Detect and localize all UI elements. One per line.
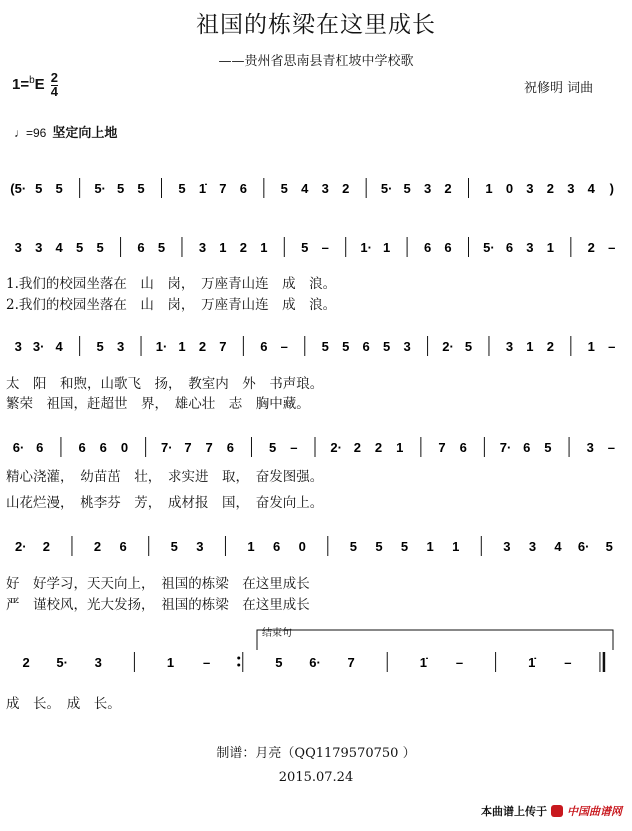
note: 5: [116, 181, 125, 196]
time-signature: $\frac{2}{4}$: [50, 70, 58, 99]
note: 6·: [309, 655, 321, 670]
note: 6: [137, 240, 145, 255]
note: 5: [301, 240, 309, 255]
note: 5·: [483, 240, 495, 255]
repeat-dot: [237, 664, 240, 667]
note: 2: [198, 339, 207, 354]
ending-label: 结束句: [262, 628, 292, 639]
note: 5: [157, 240, 166, 255]
note: 2: [239, 240, 247, 255]
note: 1: [260, 240, 268, 255]
note: 5: [178, 181, 186, 196]
note: 2: [444, 181, 452, 196]
note: 3: [505, 339, 514, 354]
author-credit: 祝修明 词曲: [524, 81, 594, 96]
note: 5·: [380, 181, 393, 196]
note: 2: [546, 339, 554, 354]
note: 3: [116, 339, 125, 354]
note: 3: [14, 339, 22, 354]
note: 3: [586, 440, 594, 455]
note: 7: [205, 440, 213, 455]
note: 2: [546, 181, 554, 196]
note: 5: [55, 181, 63, 196]
note: –: [607, 440, 616, 455]
note: 5: [342, 339, 350, 354]
note: 7·: [499, 440, 512, 455]
note: 1·: [360, 240, 372, 255]
lyric-line-6: 山花烂漫， 桃李芬 芳， 成材报 国， 奋发向上。: [6, 495, 324, 511]
note: 3: [14, 240, 22, 255]
note: 6: [226, 440, 234, 455]
note: 6: [239, 181, 247, 196]
note: 7: [438, 440, 446, 455]
note: 1: [426, 539, 434, 554]
note: 1: [546, 240, 554, 255]
song-title: 祖国的栋梁在这里成长: [196, 12, 436, 38]
note: 6: [78, 440, 86, 455]
note: 4: [55, 240, 63, 255]
note: 5: [76, 240, 84, 255]
ending-bracket: [255, 622, 620, 652]
note: 1: [396, 440, 404, 455]
note: 5: [35, 181, 43, 196]
note: 7: [347, 655, 355, 670]
note: 3: [403, 339, 411, 354]
note: 5: [96, 240, 104, 255]
note: 5: [280, 181, 288, 196]
music-line-4: [0, 437, 632, 457]
note: 7: [219, 181, 227, 196]
tempo-marking: ♩=96 坚定向上地: [14, 125, 118, 140]
note: –: [280, 339, 288, 354]
note: 6: [423, 240, 432, 255]
note: –: [203, 655, 211, 670]
lyric-line-2: 2.我们的校园坐落在 山 岗， 万座青山连 成 浪。: [6, 297, 337, 313]
note: 3: [198, 240, 207, 255]
note: –: [608, 240, 616, 255]
note: ): [609, 181, 614, 196]
lyric-line-7: 好 好学习，天天向上， 祖国的栋梁 在这里成长: [6, 576, 310, 592]
note: 2: [22, 655, 30, 670]
note: 5: [269, 440, 277, 455]
music-line-3: [0, 336, 632, 356]
note: 6: [99, 440, 107, 455]
note: –: [455, 655, 464, 670]
note: 6: [459, 440, 467, 455]
note: 1̇: [528, 655, 536, 670]
note: 5: [96, 339, 104, 354]
music-line-2: [0, 237, 632, 257]
note: 1: [178, 339, 186, 354]
note: 0: [505, 181, 514, 196]
note: 7: [219, 339, 227, 354]
note: 3: [526, 181, 534, 196]
note: 3: [526, 240, 534, 255]
note: 3·: [32, 339, 45, 354]
note: 2: [374, 440, 383, 455]
note: 3: [423, 181, 432, 196]
note: 6·: [577, 539, 590, 554]
note: 1̇: [419, 655, 427, 670]
note: 3: [567, 181, 575, 196]
note: 1: [452, 539, 460, 554]
note: 6: [36, 440, 44, 455]
note: 1: [166, 655, 175, 670]
note: 5: [400, 539, 409, 554]
lyric-line-4: 繁荣 祖国，赶超世 界， 雄心壮 志 胸中藏。: [6, 396, 310, 412]
note: (5·: [10, 181, 27, 196]
note: 7·: [161, 440, 173, 455]
lyric-line-1: 1.我们的校园坐落在 山 岗， 万座青山连 成 浪。: [6, 276, 337, 292]
note: 5: [170, 539, 178, 554]
note: 1̇: [198, 181, 207, 196]
note: 3: [321, 181, 329, 196]
note: –: [564, 655, 572, 670]
note: –: [608, 339, 616, 354]
quarter-note-icon: ♩: [14, 126, 26, 140]
note: 1: [587, 339, 595, 354]
music-line-6: [0, 652, 632, 672]
note: 3: [196, 539, 204, 554]
note: 2·: [442, 339, 454, 354]
note: 3: [503, 539, 511, 554]
note: 5: [375, 539, 383, 554]
note: 6: [505, 240, 514, 255]
note: –: [290, 440, 298, 455]
note: 6: [260, 339, 268, 354]
note: 6: [119, 539, 127, 554]
note: 4: [55, 339, 63, 354]
note: –: [321, 240, 329, 255]
note: 0: [120, 440, 129, 455]
note: 4: [554, 539, 562, 554]
note: 7: [184, 440, 192, 455]
key-signature: 1=$^b$E $\frac{2}{4}$: [12, 70, 58, 99]
note: 1: [485, 181, 493, 196]
note: 6·: [12, 440, 25, 455]
note: 2: [42, 539, 50, 554]
note: 1: [247, 539, 255, 554]
lyric-line-5: 精心浇灌， 幼苗茁 壮， 求实进 取， 奋发图强。: [6, 469, 324, 485]
note: 5·: [56, 655, 68, 670]
note: 1: [219, 240, 227, 255]
note: 6: [273, 539, 281, 554]
note: 5: [605, 539, 613, 554]
music-line-5: [0, 536, 632, 556]
note: 4: [301, 181, 309, 196]
note: 4: [587, 181, 595, 196]
note: 3: [35, 240, 43, 255]
repeat-dot: [237, 657, 240, 660]
note: 5: [403, 181, 411, 196]
note: 6: [362, 339, 370, 354]
lyric-line-9: 成 长。 成 长。: [6, 696, 121, 712]
note: 2·: [15, 539, 27, 554]
note: 5: [137, 181, 145, 196]
note: 5: [275, 655, 283, 670]
note: 2: [587, 240, 595, 255]
lyric-line-8: 严 谨校风，光大发扬， 祖国的栋梁 在这里成长: [6, 597, 310, 613]
note: 1: [383, 240, 391, 255]
note: 5: [544, 440, 552, 455]
song-subtitle: ——贵州省思南县青杠坡中学校歌: [218, 54, 414, 69]
note: 5: [321, 339, 329, 354]
note: 5: [349, 539, 357, 554]
footer-source[interactable]: 本曲谱上传于 中国曲谱网: [481, 805, 622, 818]
note: 1·: [155, 339, 168, 354]
transcriber-credit: 制谱：月亮（QQ1179570750 ）: [216, 746, 416, 761]
note: 0: [298, 539, 306, 554]
lyric-line-3: 太 阳 和煦，山歌飞 扬， 教室内 外 书声琅。: [6, 376, 324, 392]
note: 2·: [330, 440, 342, 455]
note: 3: [528, 539, 537, 554]
note: 6: [523, 440, 531, 455]
note: 6: [444, 240, 452, 255]
note: 2: [353, 440, 361, 455]
note: 5: [464, 339, 473, 354]
note: 1: [526, 339, 534, 354]
note: 5: [383, 339, 391, 354]
note: 2: [93, 539, 102, 554]
site-logo-icon: [551, 805, 563, 817]
note: 5·: [94, 181, 106, 196]
note: 2: [342, 181, 350, 196]
note: 3: [94, 655, 102, 670]
date: 2015.07.24: [278, 770, 354, 785]
music-line-1: [0, 178, 632, 198]
